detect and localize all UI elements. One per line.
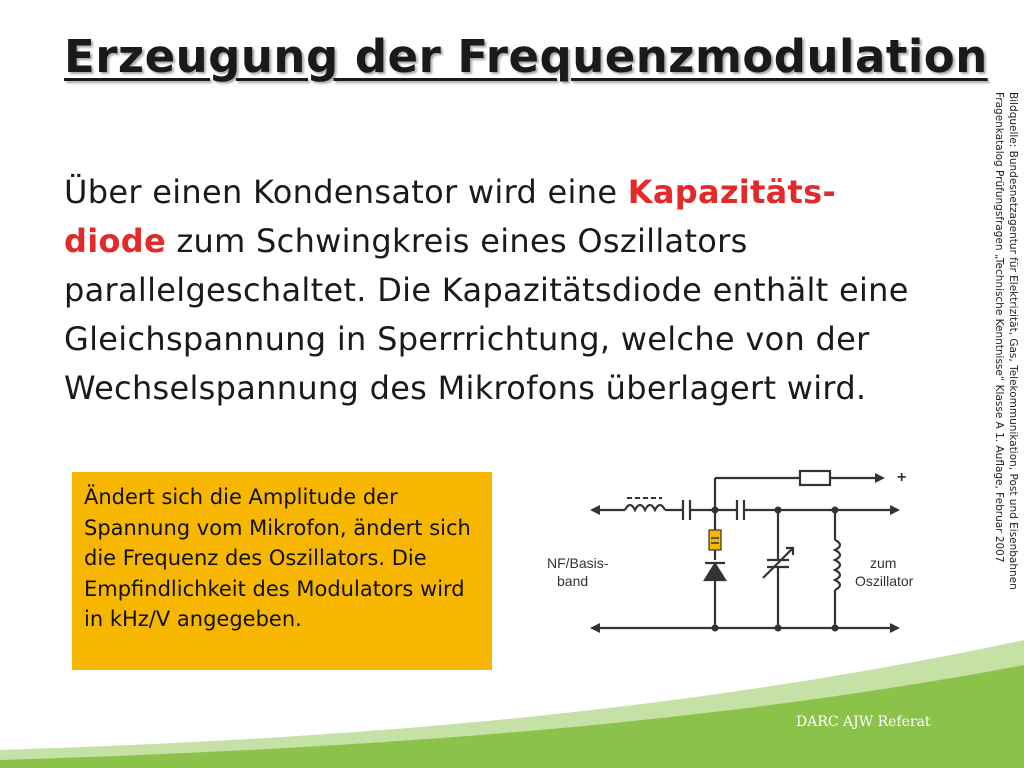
body-text-part2: zum Schwingkreis eines Oszillators parallelgeschaltet. Die Kapazitätsdiode enthält eine Gleichspannung in Sperrrichtung, welche von der Wechselspannung des Mikrofons überlagert wird. xyxy=(64,222,909,407)
footer-text: DARC AJW Referat xyxy=(796,714,931,730)
highlight-kapazitaets: Kapazitäts- xyxy=(627,173,837,211)
body-text-part1: Über einen Kondensator wird eine xyxy=(64,173,628,211)
footer-wave xyxy=(0,640,1024,768)
plus-label: + xyxy=(897,469,907,486)
oszillator-label-line1: zum xyxy=(870,555,897,571)
highlight-diode: diode xyxy=(64,222,166,260)
nf-label-line1: NF/Basis- xyxy=(547,555,609,571)
image-credit-line1: Bildquelle: Bundesnetzagentur für Elektrizität, Gas, Telekommunikation, Post und Eisenbahnen xyxy=(1007,92,1019,590)
slide-title: Erzeugung der Frequenzmodulation xyxy=(64,30,988,83)
output-arrow-plus xyxy=(875,473,885,483)
input-arrow-bottom xyxy=(590,623,600,633)
input-arrow-top xyxy=(590,505,600,515)
image-credit-line2: Fragenkatalog Prüfungsfragen „Technische Kenntnisse“ Klasse A 1. Auflage, Februar 2007 xyxy=(993,92,1005,563)
image-credit xyxy=(990,92,1020,612)
body-text xyxy=(64,168,964,413)
note-box: Ändert sich die Amplitude der Spannung vom Mikrofon, ändert sich die Frequenz des Oszillators. Die Empfindlichkeit des Modulators wird in kHz/V angegeben. xyxy=(72,472,492,670)
circuit-diagram xyxy=(545,460,935,650)
oszillator-label-line2: Oszillator xyxy=(855,573,914,589)
nf-label-line2: band xyxy=(557,573,589,589)
output-arrow-signal xyxy=(890,505,900,515)
output-arrow-ground xyxy=(890,623,900,633)
